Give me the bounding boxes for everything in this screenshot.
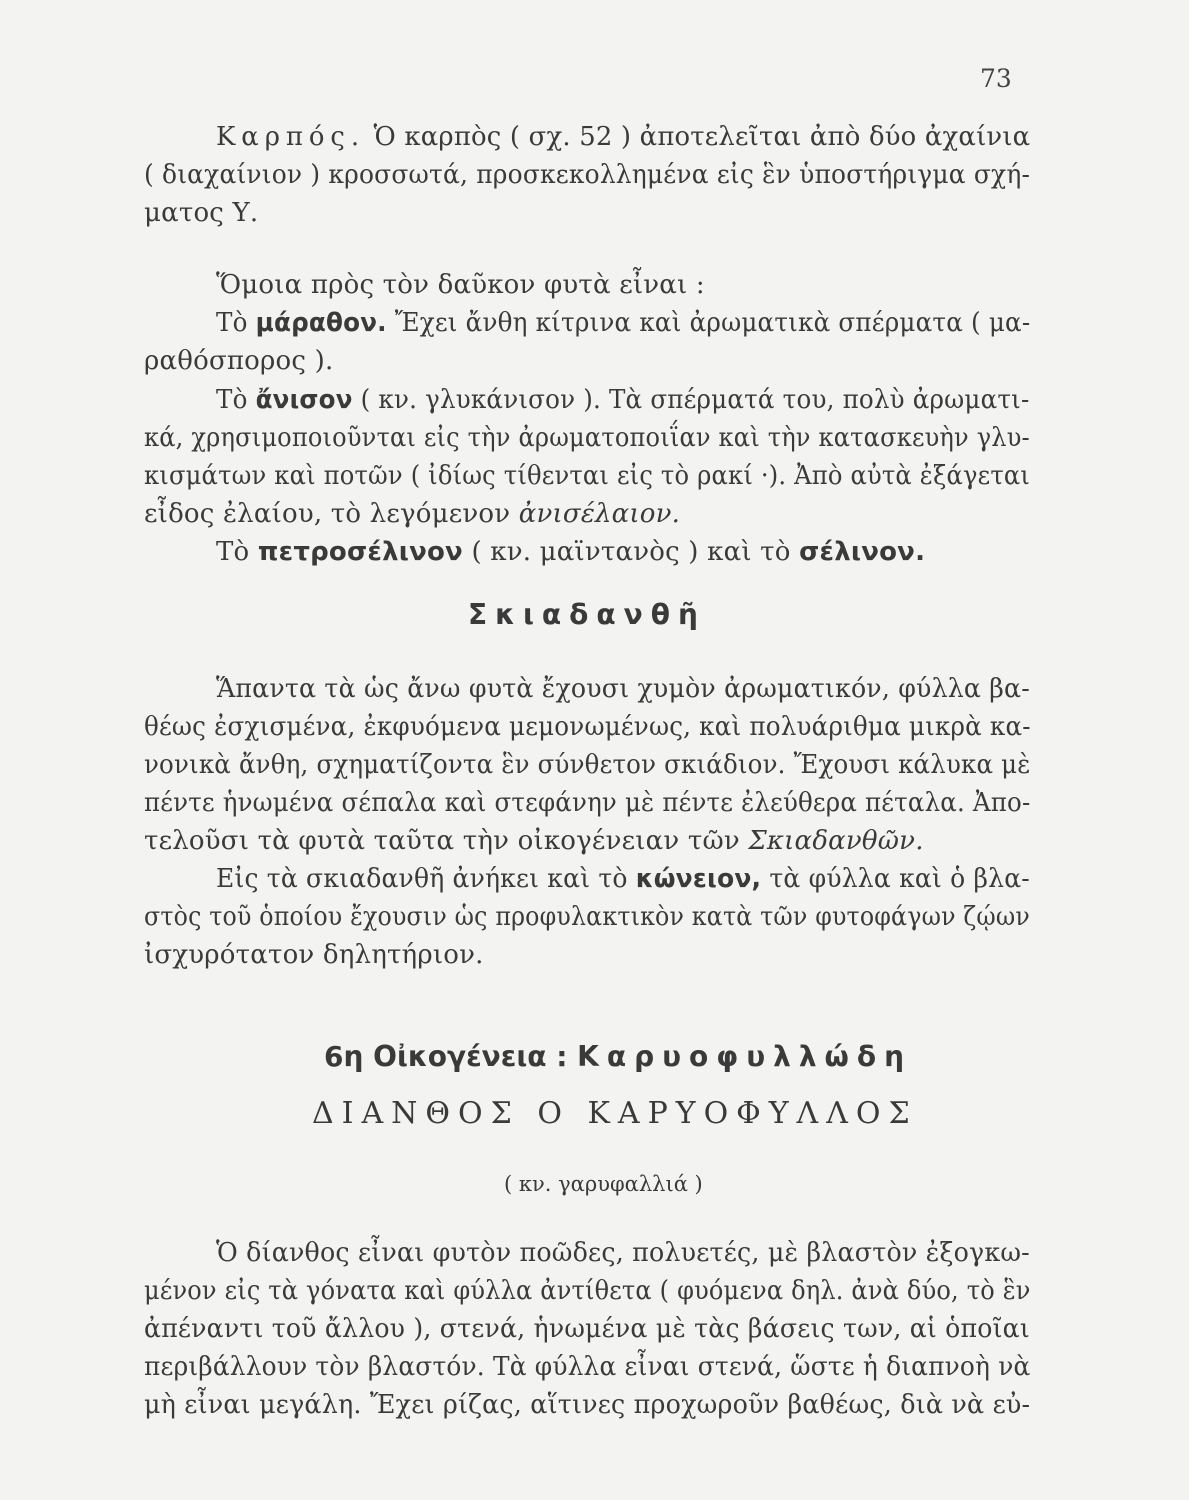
koneion-text-pre: Εἰς τὰ σκιαδανθῆ ἀνήκει καὶ τὸ	[216, 864, 628, 894]
petroselinon-term: πετροσέλινον	[257, 537, 463, 567]
skiadanthi-line-4: πέντε ἡνωμένα σέπαλα καὶ στεφάνην μὲ πέντε ἐλεύθερα πέταλα. Ἀπο-	[144, 788, 1031, 818]
karpos-term: Καρπός.	[216, 122, 366, 152]
family-heading-label: 6η Οἰκογένεια :	[324, 1040, 568, 1073]
anisolaion-term: ἀνισέλαιον.	[518, 499, 681, 529]
marathon-term: μάραθον.	[255, 308, 387, 338]
koneion-line-1	[216, 862, 1030, 896]
anison-term: ἄνισον	[255, 385, 353, 415]
anison-line-2: κά, χρησιμοποιοῦνται εἰς τὴν ἀρωματοποιΐαν καὶ τὴν κατασκευὴν γλυ-	[144, 423, 1030, 453]
anison-text: ( κν. γλυκάνισον ). Τὰ σπέρματά του, πολὺ ἀρωματι-	[360, 385, 1030, 415]
common-name: ( κν. γαρυφαλλιά )	[504, 1172, 703, 1196]
marathon-line-2: ραθόσπορος ).	[144, 346, 334, 376]
anison-line-3: κισμάτων καὶ ποτῶν ( ἰδίως τίθενται εἰς τὸ ρακί ·). Ἀπὸ αὐτὰ ἐξάγεται	[144, 461, 1031, 491]
skiadanthi-line-2: θέως ἐσχισμένα, ἐκφυόμενα μεμονωμένως, καὶ πολυάριθμα μικρὰ κα-	[144, 712, 1031, 742]
petroselinon-article: Τὸ	[216, 537, 250, 567]
skiadanthon-term: Σκιαδανθῶν.	[748, 826, 924, 856]
dianthos-line-4: περιβάλλουν τὸν βλαστόν. Τὰ φύλλα εἶναι στενά, ὥστε ἡ διαπνοὴ νὰ	[144, 1352, 1031, 1382]
petroselinon-line	[216, 535, 925, 569]
marathon-text: Ἔχει ἄνθη κίτρινα καὶ ἀρωματικὰ σπέρματα ( μα-	[394, 308, 1031, 338]
anison-line-4-text: εἶδος ἐλαίου, τὸ λεγόμενον	[144, 499, 511, 529]
karpos-line-3: ματος Υ.	[144, 198, 259, 228]
dianthos-line-5: μὴ εἶναι μεγάλη. Ἔχει ρίζας, αἵτινες προχωροῦν βαθέως, διὰ νὰ εὐ-	[144, 1390, 1031, 1420]
koneion-term: κώνειον,	[635, 864, 762, 894]
omoia-line: Ὅμοια πρὸς τὸν δαῦκον φυτὰ εἶναι :	[216, 270, 705, 300]
karpos-line-1-text: Ὁ καρπὸς ( σχ. 52 ) ἀποτελεῖται ἀπὸ δύο ἀχαίνια	[373, 122, 1031, 152]
anison-line-1	[216, 383, 1029, 417]
koneion-line-3: ἰσχυρότατον δηλητήριον.	[144, 940, 484, 970]
skiadanthi-line-3: νονικὰ ἄνθη, σχηματίζοντα ἓν σύνθετον σκιάδιον. Ἔχουσι κάλυκα μὲ	[144, 750, 1031, 780]
family-heading	[324, 1040, 912, 1073]
petroselinon-text: ( κν. μαϊντανὸς ) καὶ τὸ	[471, 537, 791, 567]
family-heading-name: Καρυοφυλλώδη	[577, 1040, 913, 1073]
species-title: ΔΙΑΝΘΟΣ Ο ΚΑΡΥΟΦΥΛΛΟΣ	[312, 1096, 918, 1131]
anison-article: Τὸ	[216, 385, 248, 415]
dianthos-line-2: μένον εἰς τὰ γόνατα καὶ φύλλα ἀντίθετα ( φυόμενα δηλ. ἀνὰ δύο, τὸ ἓν	[144, 1276, 1031, 1306]
skiadanthi-line-5	[144, 824, 924, 858]
selinon-term: σέλινον.	[799, 537, 926, 567]
skiadanthi-line-1: Ἅπαντα τὰ ὡς ἄνω φυτὰ ἔχουσι χυμὸν ἀρωματικόν, φύλλα βα-	[216, 674, 1030, 704]
karpos-line-2	[144, 158, 1031, 192]
skiadanthi-line-5-text: τελοῦσι τὰ φυτὰ ταῦτα τὴν οἰκογένειαν τῶν	[144, 826, 740, 856]
marathon-line-1	[216, 306, 1030, 340]
koneion-line-2: στὸς τοῦ ὁποίου ἔχουσιν ὡς προφυλακτικὸν κατὰ τῶν φυτοφάγων ζῴων	[144, 902, 1030, 932]
dianthos-line-3: ἀπέναντι τοῦ ἄλλου ), στενά, ἡνωμένα μὲ τὰς βάσεις των, αἱ ὁποῖαι	[144, 1314, 1030, 1344]
dianthos-line-1: Ὁ δίανθος εἶναι φυτὸν ποῶδες, πολυετές, μὲ βλαστὸν ἐξογκω-	[216, 1238, 1030, 1268]
karpos-line-1	[216, 120, 1030, 154]
skiadanthi-heading: Σκιαδανθῆ	[468, 598, 706, 631]
page-number: 73	[980, 64, 1012, 93]
anison-line-4	[144, 497, 680, 531]
karpos-line-2-text: ( διαχαίνιον ) κροσσωτά, προσκεκολλημένα εἰς ἓν ὑποστήριγμα σχή-	[144, 160, 1031, 190]
marathon-article: Τὸ	[216, 308, 248, 338]
koneion-text-rest: τὰ φύλλα καὶ ὁ βλα-	[769, 864, 1030, 894]
